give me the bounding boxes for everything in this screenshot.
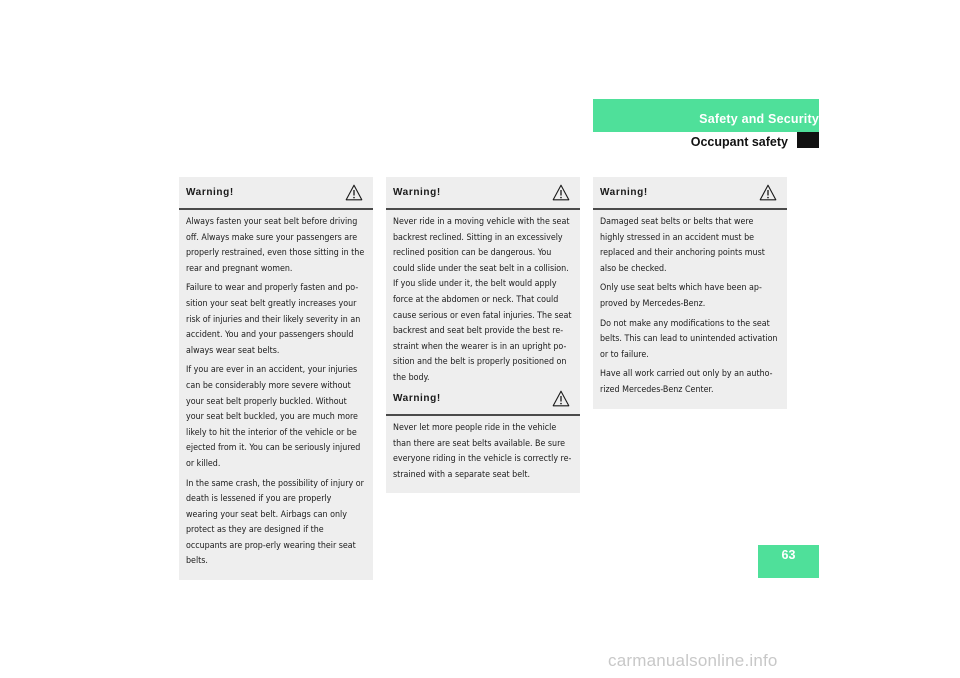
warning-label: Warning!	[393, 393, 441, 404]
warning-paragraph: Always fasten your seat belt before driving off. Always make sure your passengers are properly restrained, even those sitting in the rear and pregnant women.	[186, 217, 365, 274]
warning-triangle-icon	[759, 184, 777, 201]
warning-header	[386, 177, 580, 210]
warning-header	[593, 177, 787, 210]
warning-paragraph: Never ride in a moving vehicle with the seat backrest reclined. Sitting in an excessively reclined position can be dangerous. You could slide under the seat belt in a collision. If you slide under it, the belt would apply force at the abdomen or neck. That could cause serious or even fatal injuries. The seat backrest and seat belt provide the best re-straint when the wearer is in an upright po-sition and the belt is properly positioned on the body.	[393, 217, 572, 383]
warning-body	[386, 416, 580, 493]
warning-body	[179, 210, 373, 580]
warning-paragraph: Damaged seat belts or belts that were highly stressed in an accident must be replaced and their anchoring points must also be checked.	[600, 217, 765, 274]
warning-label: Warning!	[393, 187, 441, 198]
warning-paragraph: In the same crash, the possibility of injury or death is lessened if you are properly wearing your seat belt. Airbags can only protect as they are designed if the occupants are prop-erly wearing their seat belts.	[186, 478, 364, 567]
warning-paragraph: Never let more people ride in the vehicle than there are seat belts available. Be sure everyone riding in the vehicle is correctly re-strained with a separate seat belt.	[393, 423, 572, 480]
warning-triangle-icon	[552, 390, 570, 407]
warning-triangle-icon	[552, 184, 570, 201]
warning-label: Warning!	[186, 187, 234, 198]
warning-body	[386, 210, 580, 397]
warning-box-reclined-backrest	[386, 177, 580, 397]
warning-triangle-icon	[345, 184, 363, 201]
page-number: 63	[781, 548, 796, 562]
watermark: carmanualsonline.info	[608, 651, 778, 670]
warning-label: Warning!	[600, 187, 648, 198]
warning-body	[593, 210, 787, 409]
section-title: Safety and Security	[699, 112, 819, 126]
warning-box-passenger-count	[386, 383, 580, 493]
warning-paragraph: Only use seat belts which have been ap-proved by Mercedes-Benz.	[600, 283, 762, 309]
warning-paragraph: If you are ever in an accident, your injuries can be considerably more severe without your seat belt properly buckled. Without your seat belt buckled, you are much more likely to hit the interior of the vehicle or be ejected from it. You can be seriously injured or killed.	[186, 365, 361, 469]
warning-box-damaged-belts	[593, 177, 787, 409]
subsection-title: Occupant safety	[690, 135, 788, 149]
section-tab-marker	[797, 132, 819, 148]
warning-header	[179, 177, 373, 210]
warning-paragraph: Have all work carried out only by an autho-rized Mercedes-Benz Center.	[600, 369, 773, 395]
warning-paragraph: Do not make any modifications to the seat belts. This can lead to unintended activation or to failure.	[600, 318, 778, 360]
warning-header	[386, 383, 580, 416]
warning-box-seat-belt-fastening	[179, 177, 373, 580]
warning-paragraph: Failure to wear and properly fasten and po-sition your seat belt greatly increases your risk of injuries and their likely severity in an accident. You and your passengers should always wear seat belts.	[186, 283, 361, 356]
